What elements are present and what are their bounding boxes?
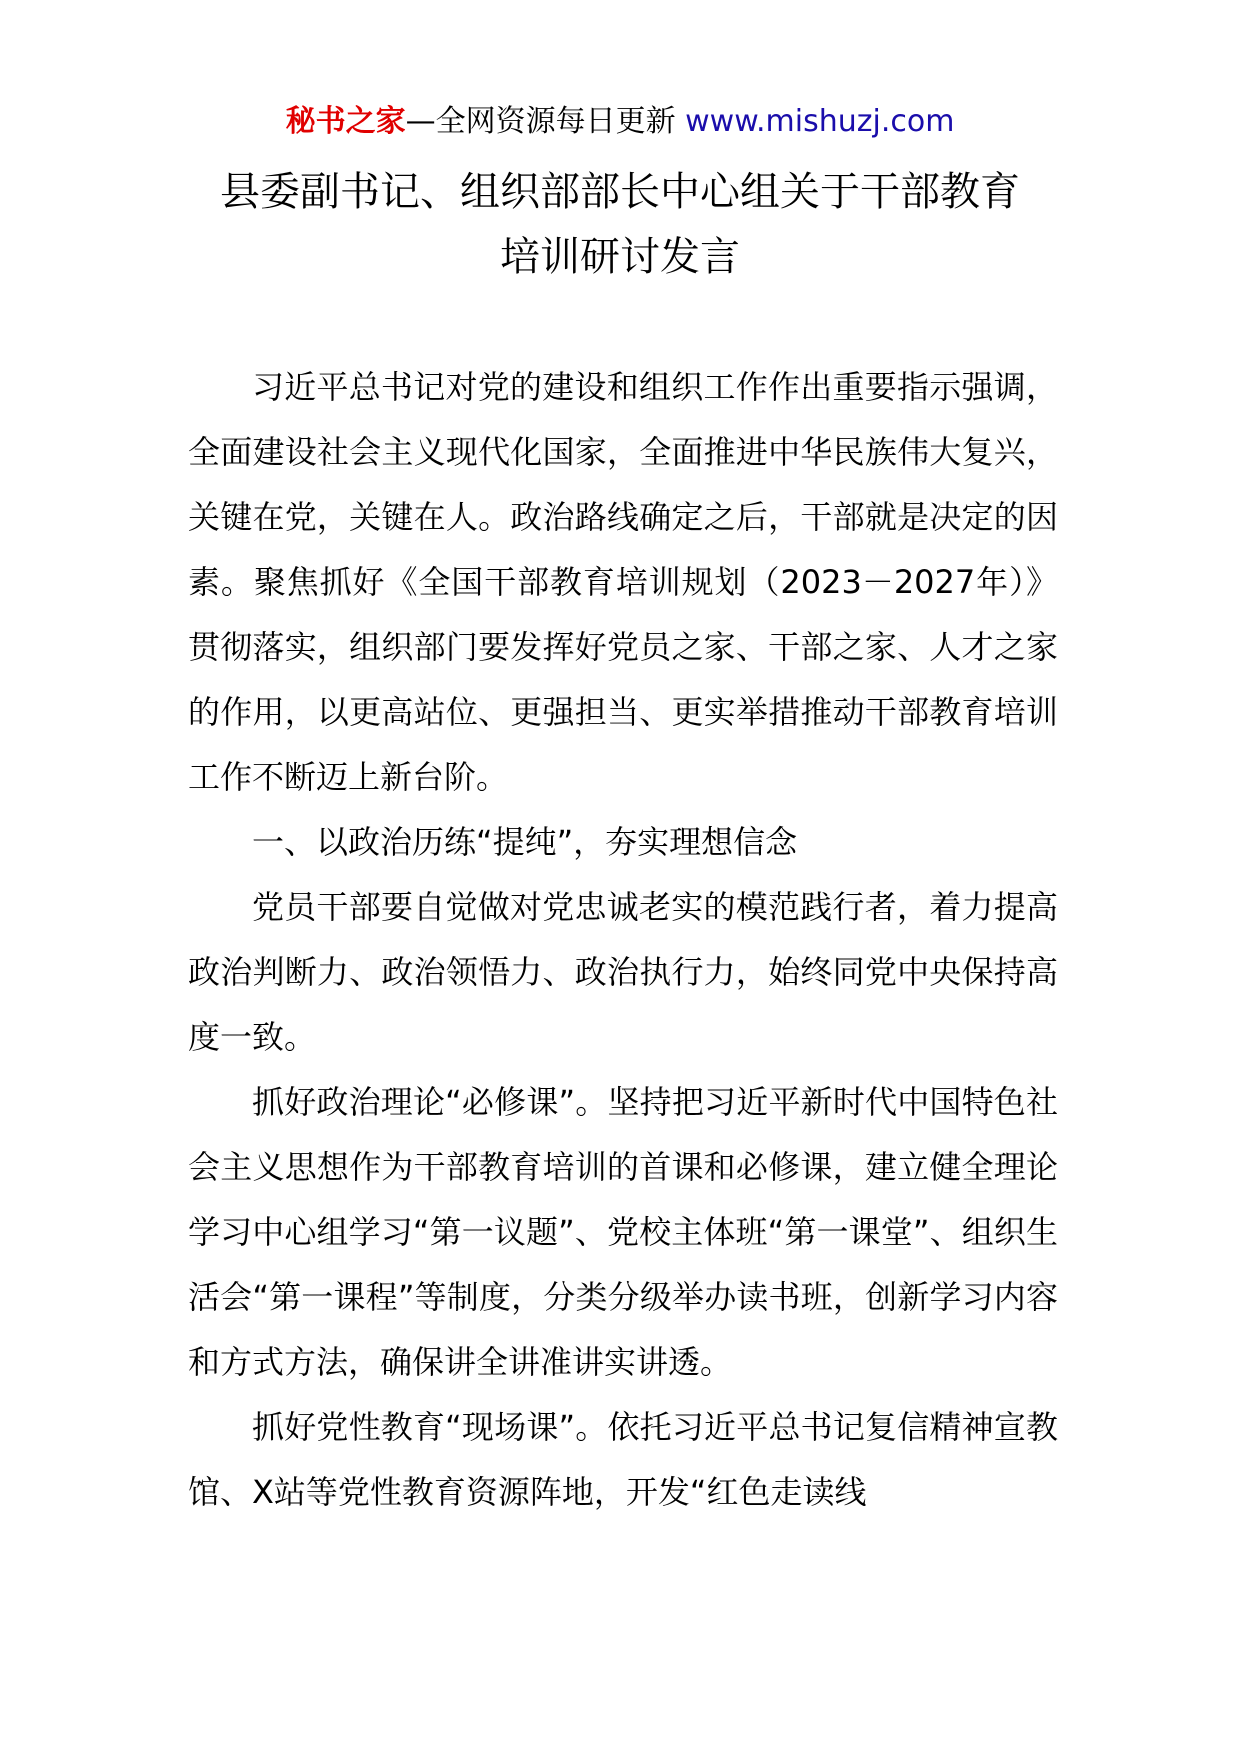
section-heading-1: 一、以政治历练“提纯”，夯实理想信念	[252, 823, 798, 861]
document-title	[150, 160, 1090, 290]
header-tagline: —全网资源每日更新	[405, 104, 686, 139]
document-body	[188, 355, 1058, 1525]
paragraph-2: 党员干部要自觉做对党忠诚老实的模范践行者，着力提高政治判断力、政治领悟力、政治执行力，始终同党中央保持高度一致。	[188, 888, 1058, 1056]
paragraph-4: 抓好党性教育“现场课”。依托习近平总书记复信精神宣教馆、X站等党性教育资源阵地，开发“红色走读线	[188, 1408, 1058, 1511]
site-header	[0, 100, 1240, 144]
title-line-1: 县委副书记、组织部部长中心组关于干部教育	[220, 169, 1020, 215]
paragraph-intro: 习近平总书记对党的建设和组织工作作出重要指示强调，全面建设社会主义现代化国家，全面推进中华民族伟大复兴，关键在党，关键在人。政治路线确定之后，干部就是决定的因素。聚焦抓好《全国干部教育培训规划（2023－2027年）》贯彻落实，组织部门要发挥好党员之家、干部之家、人才之家的作用，以更高站位、更强担当、更实举措推动干部教育培训工作不断迈上新台阶。	[188, 368, 1058, 796]
title-line-2: 培训研讨发言	[500, 234, 740, 280]
brand-name: 秘书之家	[285, 104, 406, 139]
paragraph-3: 抓好政治理论“必修课”。坚持把习近平新时代中国特色社会主义思想作为干部教育培训的首课和必修课，建立健全理论学习中心组学习“第一议题”、党校主体班“第一课堂”、组织生活会“第一课程”等制度，分类分级举办读书班，创新学习内容和方式方法，确保讲全讲准讲实讲透。	[188, 1083, 1058, 1381]
site-url-link[interactable]: www.mishuzj.com	[685, 104, 955, 139]
